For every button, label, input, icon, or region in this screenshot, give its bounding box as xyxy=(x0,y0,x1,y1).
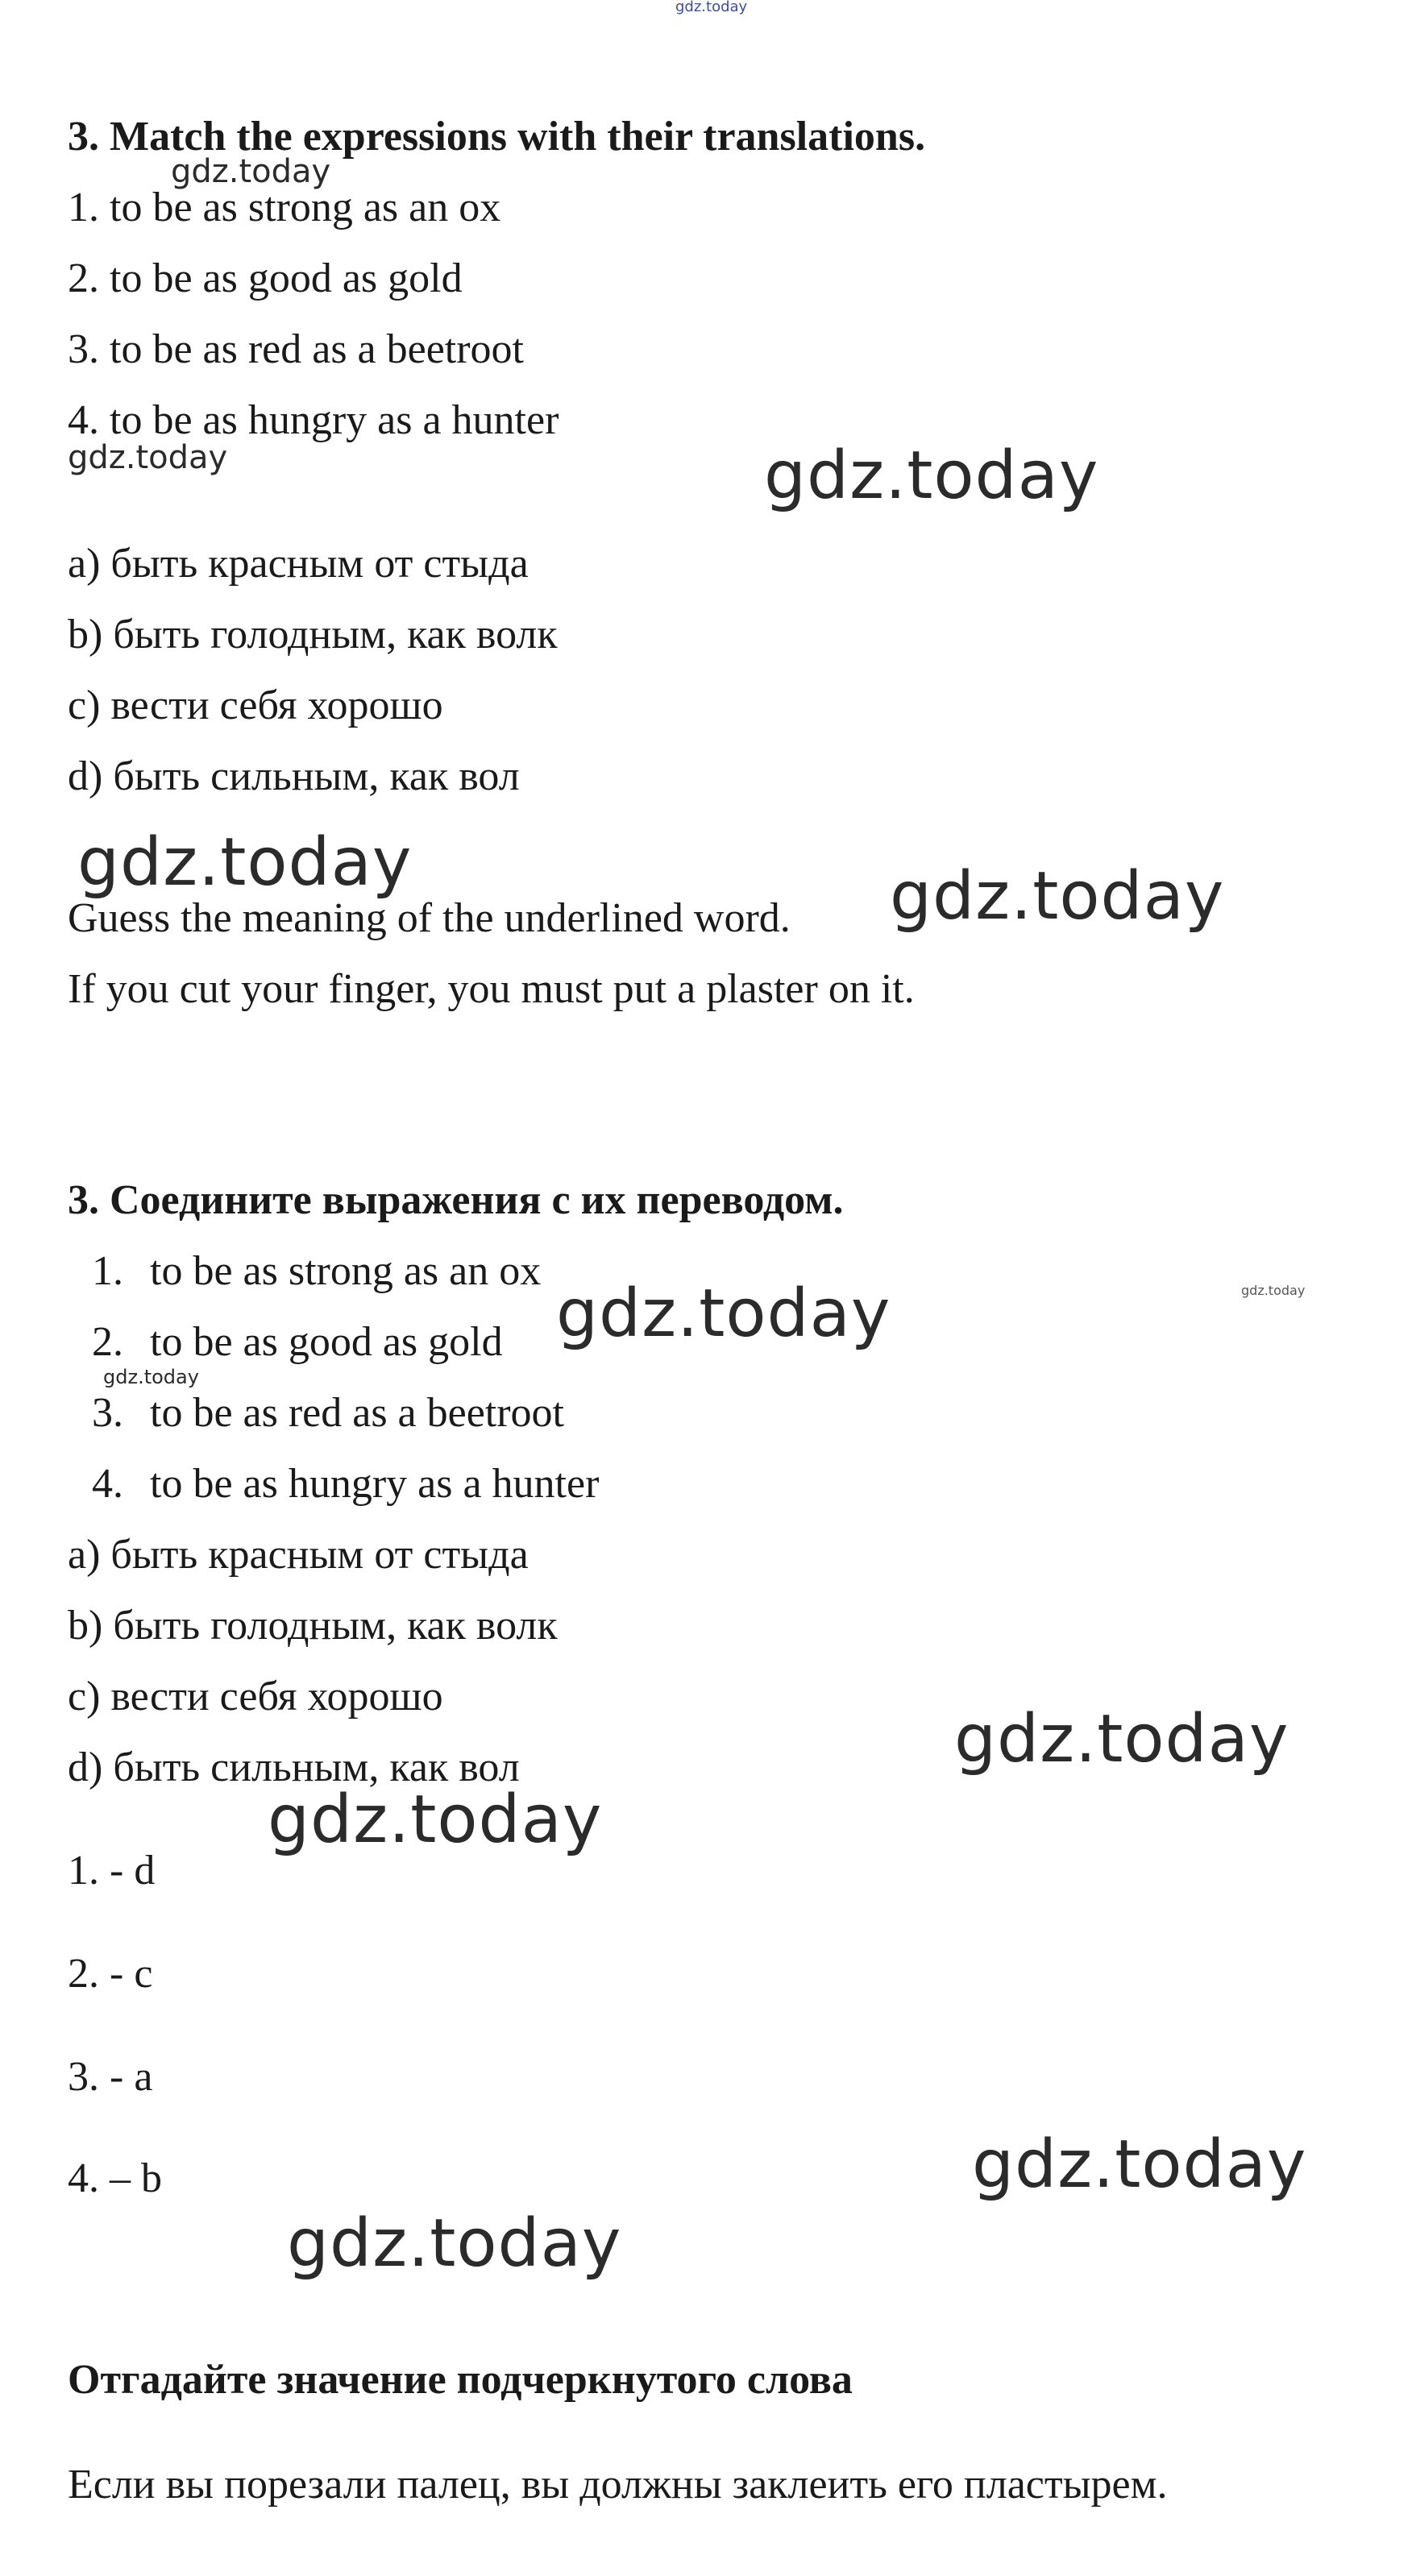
translation-item: c) вести себя хорошо xyxy=(68,1674,443,1719)
expression-item: 4. to be as hungry as a hunter xyxy=(68,397,559,443)
answer-item: 3. - a xyxy=(68,2054,153,2100)
translation-item: b) быть голодным, как волк xyxy=(68,612,558,657)
exercise-title: 3. Match the expressions with their translations. xyxy=(68,114,926,160)
answer-item: 1. - d xyxy=(68,1848,156,1894)
watermark: gdz.today xyxy=(954,1701,1289,1777)
item-number: 3. xyxy=(92,1390,123,1436)
watermark: gdz.today xyxy=(268,1782,603,1858)
translation-item: c) вести себя хорошо xyxy=(68,682,443,728)
guess-instruction: Guess the meaning of the underlined word. xyxy=(68,895,791,941)
expression-item xyxy=(92,1318,503,1367)
expression-item: 3. to be as red as a beetroot xyxy=(68,326,525,372)
item-text: to be as good as gold xyxy=(150,1319,503,1365)
translation-item: b) быть голодным, как волк xyxy=(68,1603,558,1649)
watermark: gdz.today xyxy=(171,153,331,190)
guess-instruction: Отгадайте значение подчеркнутого слова xyxy=(68,2357,853,2403)
expression-item: 1. to be as strong as an ox xyxy=(68,185,501,230)
translation-item: d) быть сильным, как вол xyxy=(68,1744,520,1790)
item-text: to be as red as a beetroot xyxy=(150,1390,565,1436)
expression-item xyxy=(92,1460,599,1508)
watermark: gdz.today xyxy=(556,1276,891,1352)
watermark: gdz.today xyxy=(77,824,413,901)
answer-item: 2. - c xyxy=(68,1951,153,1997)
watermark: gdz.today xyxy=(890,858,1225,935)
exercise-title: 3. Соедините выражения с их переводом. xyxy=(68,1177,844,1223)
watermark: gdz.today xyxy=(972,2126,1307,2203)
guess-sentence: If you cut your finger, you must put a plaster on it. xyxy=(68,966,915,1012)
item-text: to be as strong as an ox xyxy=(150,1248,542,1294)
expression-item: 2. to be as good as gold xyxy=(68,255,463,301)
item-number: 4. xyxy=(92,1461,123,1507)
item-number: 2. xyxy=(92,1319,123,1365)
watermark: gdz.today xyxy=(764,438,1099,514)
translation-item: a) быть красным от стыда xyxy=(68,1532,529,1578)
expression-item xyxy=(92,1389,564,1437)
watermark: gdz.today xyxy=(675,0,748,15)
guess-answer: Если вы порезали палец, вы должны заклеить его пластырем. xyxy=(68,2462,1168,2508)
watermark: gdz.today xyxy=(103,1366,199,1388)
expression-item xyxy=(92,1247,541,1296)
item-number: 1. xyxy=(92,1248,123,1294)
answer-item: 4. – b xyxy=(68,2155,162,2201)
watermark: gdz.today xyxy=(287,2205,622,2282)
watermark: gdz.today xyxy=(68,439,228,476)
watermark: gdz.today xyxy=(1241,1283,1306,1298)
item-text: to be as hungry as a hunter xyxy=(150,1461,600,1507)
translation-item: d) быть сильным, как вол xyxy=(68,753,520,799)
translation-item: a) быть красным от стыда xyxy=(68,541,529,587)
